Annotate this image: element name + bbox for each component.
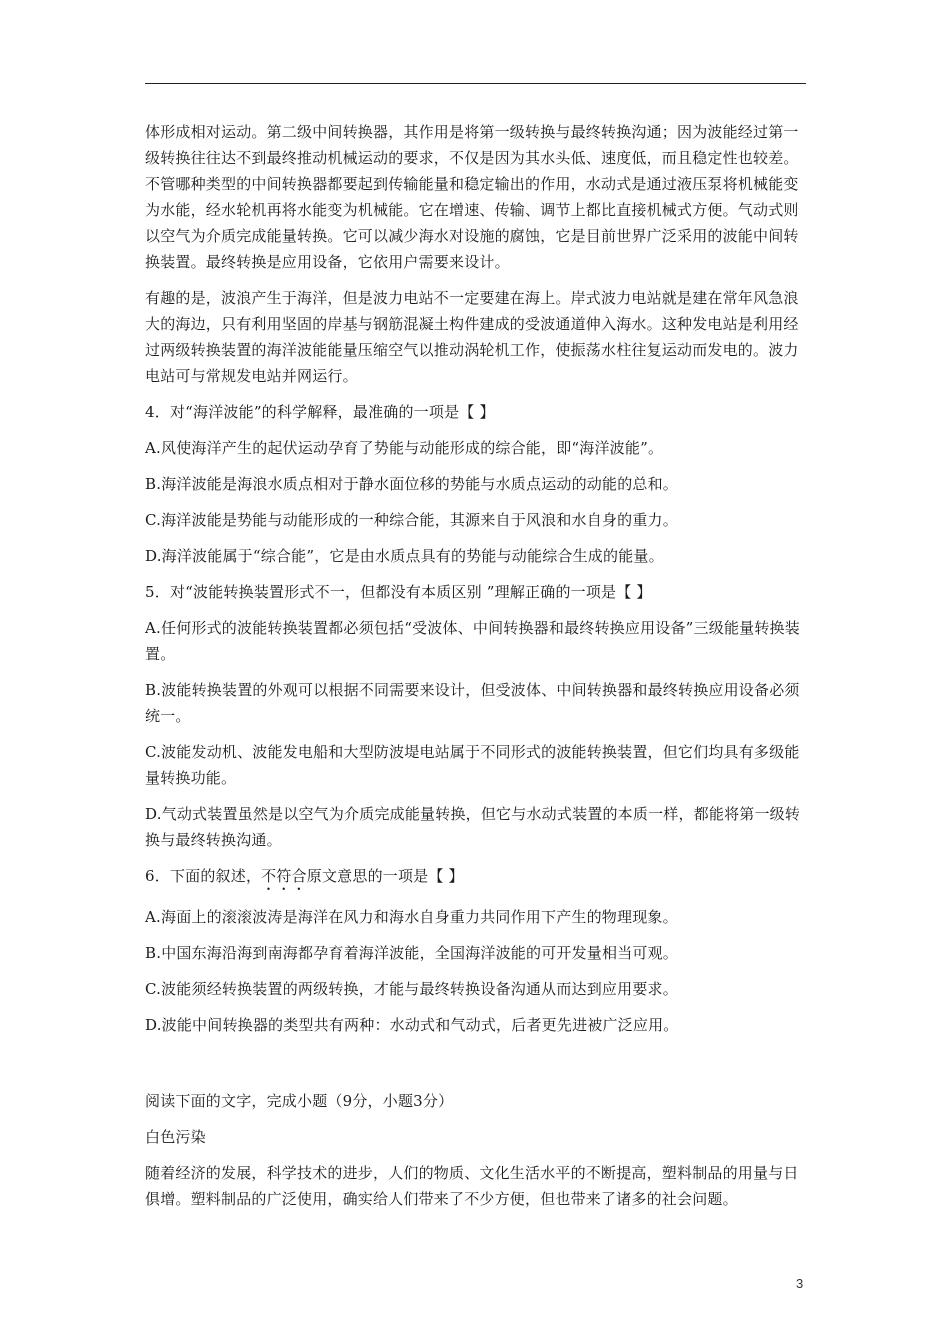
question-5-option-d: D.气动式装置虽然是以空气为介质完成能量转换，但它与水动式装置的本质一样，都能将第一级转换与最终转换沟通。 [145, 805, 801, 849]
header-rule [145, 83, 806, 84]
paragraph-1: 体形成相对运动。第二级中间转换器，其作用是将第一级转换与最终转换沟通；因为波能经过第一级转换往往达不到最终推动机械运动的要求，不仅是因为其水头低、速度低，而且稳定性也较差。不管哪种类型的中间转换器都要起到传输能量和稳定输出的作用，水动式是通过液压泵将机械能变为水能，经水轮机再将水能变为机械能。它在增速、传输、调节上都比直接机械式方便。气动式则以空气为介质完成能量转换。它可以减少海水对设施的腐蚀，它是目前世界广泛采用的波能中间转换装置。最终转换是应用设备，它依用户需要来设计。 [145, 123, 799, 271]
section-spacer [145, 1048, 808, 1088]
question-5-option-a: A.任何形式的波能转换装置都必须包括“受波体、中间转换器和最终转换应用设备”三级能量转换装置。 [145, 619, 800, 663]
question-6-option-a: A.海面上的滚滚波涛是海洋在风力和海水自身重力共同作用下产生的物理现象。 [145, 908, 678, 926]
question-6-option-d: D.波能中间转换器的类型共有两种：水动式和气动式，后者更先进被广泛应用。 [145, 1016, 679, 1034]
paragraph-2: 有趣的是，波浪产生于海洋，但是波力电站不一定要建在海上。岸式波力电站就是建在常年风急浪大的海边，只有利用坚固的岸基与钢筋混凝土构件建成的受波通道伸入海水。这种发电站是利用经过两级转换装置的海洋波能能量压缩空气以推动涡轮机工作，使振荡水柱往复运动而发电的。波力电站可与常规发电站并网运行。 [145, 289, 799, 385]
page-number: 3 [796, 1276, 804, 1291]
question-4-option-b: B.海洋波能是海浪水质点相对于静水面位移的势能与水质点运动的动能的总和。 [145, 475, 678, 493]
question-6-emphasis: 不符合 [261, 867, 307, 885]
question-4-option-d: D.海洋波能属于“综合能”，它是由水质点具有的势能与动能综合生成的能量。 [145, 547, 664, 565]
question-5-option-c: C.波能发动机、波能发电船和大型防波堤电站属于不同形式的波能转换装置，但它们均具有多级能量转换功能。 [145, 743, 800, 787]
question-5-option-b: B.波能转换装置的外观可以根据不同需要来设计，但受波体、中间转换器和最终转换应用设备必须统一。 [145, 681, 800, 725]
reading-instruction: 阅读下面的文字，完成小题（9分，小题3分） [145, 1092, 454, 1110]
document-body [145, 119, 808, 1222]
question-6-stem-prefix: 6．下面的叙述， [145, 867, 262, 885]
question-6-option-c: C.波能须经转换装置的两级转换，才能与最终转换设备沟通从而达到应用要求。 [145, 980, 678, 998]
question-6-stem-suffix: 原文意思的一项是【 】 [306, 867, 464, 885]
passage-paragraph: 随着经济的发展，科学技术的进步，人们的物质、文化生活水平的不断提高，塑料制品的用量与日俱增。塑料制品的广泛使用，确实给人们带来了不少方便，但也带来了诸多的社会问题。 [145, 1164, 799, 1208]
question-4-stem: 4．对“海洋波能”的科学解释，最准确的一项是【 】 [145, 403, 495, 421]
question-6-stem [145, 863, 808, 894]
question-4-option-a: A.风使海洋产生的起伏运动孕育了势能与动能形成的综合能，即“海洋波能”。 [145, 439, 664, 457]
question-5-stem: 5．对“波能转换装置形式不一，但都没有本质区别 ”理解正确的一项是【 】 [145, 583, 652, 601]
question-4-option-c: C.海洋波能是势能与动能形成的一种综合能，其源来自于风浪和水自身的重力。 [145, 511, 678, 529]
passage-title: 白色污染 [145, 1128, 206, 1146]
question-6-option-b: B.中国东海沿海到南海都孕育着海洋波能，全国海洋波能的可开发量相当可观。 [145, 944, 678, 962]
